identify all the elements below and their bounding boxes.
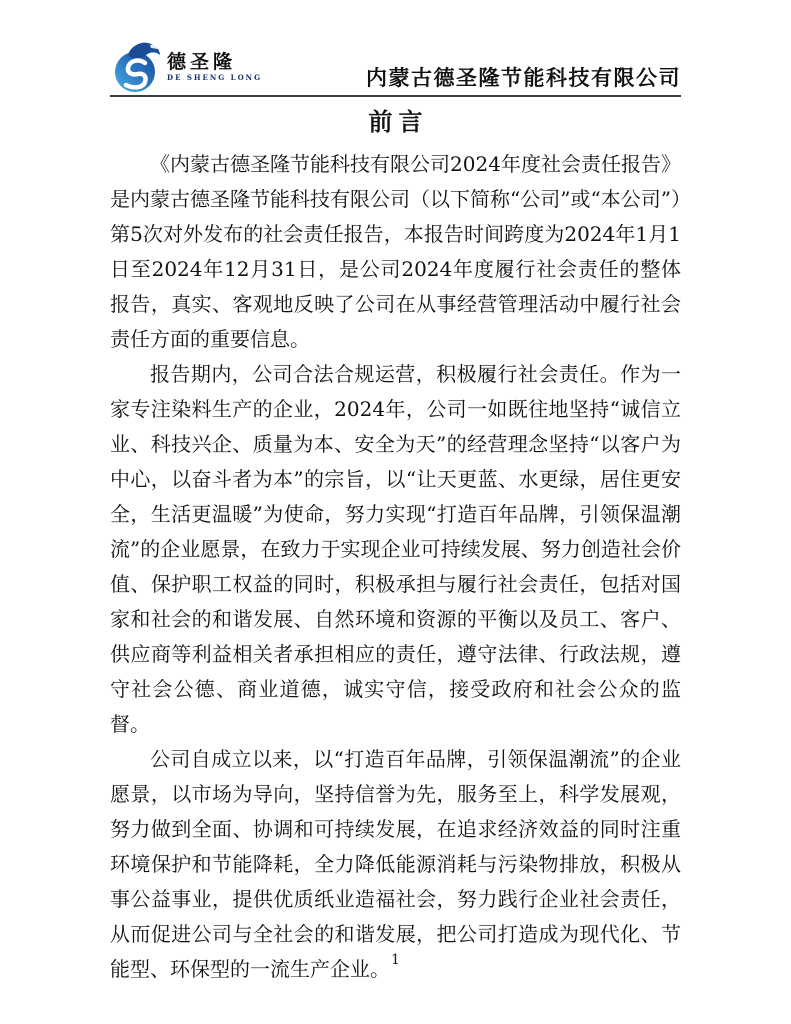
page-content xyxy=(110,0,681,1024)
page-header xyxy=(110,0,681,97)
paragraph-1: 《内蒙古德圣隆节能科技有限公司2024年度社会责任报告》是内蒙古德圣隆节能科技有限公司（以下简称“公司”或“本公司”）第5次对外发布的社会责任报告，本报告时间跨度为2024年1月1日至2024年12月31日，是公司2024年度履行社会责任的整体报告，真实、客观地反映了公司在从事经营管理活动中履行社会责任方面的重要信息。 xyxy=(110,152,681,351)
page-number: 1 xyxy=(391,952,400,968)
company-logo xyxy=(114,40,262,94)
logo-wordmark xyxy=(167,53,262,81)
dragon-s-logo-icon xyxy=(114,40,162,94)
logo-name-english: DE SHENG LONG xyxy=(167,73,263,82)
paragraph-3: 公司自成立以来，以“打造百年品牌，引领保温潮流”的企业愿景，以市场为导向，坚持信誉为先，服务至上，科学发展观，努力做到全面、协调和可持续发展，在追求经济效益的同时注重环境保护和节能降耗，全力降低能源消耗与污染物排放，积极从事公益事业，提供优质纸业造福社会，努力践行企业社会责任，从而促进公司与全社会的和谐发展，把公司打造成为现代化、节能型、环保型的一流生产企业。 xyxy=(110,747,681,981)
page-title: 前言 xyxy=(368,107,429,136)
company-name: 内蒙古德圣隆节能科技有限公司 xyxy=(366,65,681,90)
paragraph-2: 报告期内，公司合法合规运营，积极履行社会责任。作为一家专注染料生产的企业，2024年，公司一如既往地坚持“诚信立业、科技兴企、质量为本、安全为天”的经营理念坚持“以客户为中心，以奋斗者为本”的宗旨，以“让天更蓝、水更绿，居住更安全，生活更温暖”为使命，努力实现“打造百年品牌，引领保温潮流”的企业愿景，在致力于实现企业可持续发展、努力创造社会价值、保护职工权益的同时，积极承担与履行社会责任，包括对国家和社会的和谐发展、自然环境和资源的平衡以及员工、客户、供应商等利益相关者承担相应的责任，遵守法律、行政法规，遵守社会公德、商业道德，诚实守信，接受政府和社会公众的监督。 xyxy=(110,362,681,736)
logo-name-chinese: 德圣隆 xyxy=(167,51,237,73)
document-body xyxy=(110,147,681,987)
